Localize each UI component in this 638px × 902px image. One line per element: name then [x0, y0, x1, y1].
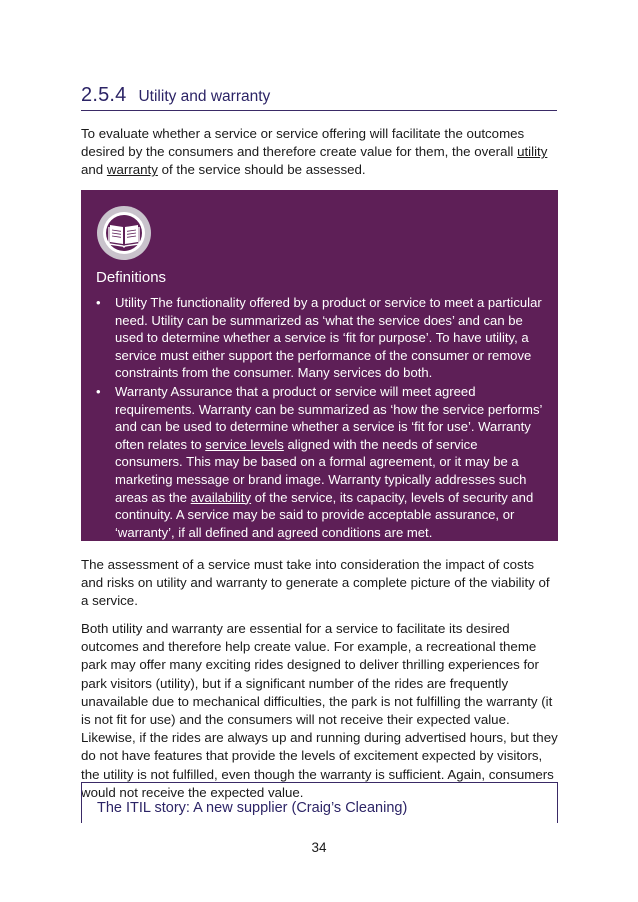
- definitions-box: [81, 190, 558, 541]
- definition-warranty: [94, 383, 544, 541]
- definition-warranty-text-2: aligned with the needs of service consumers. This may be based on a formal agreement, or it may be a marketing message or brand image. Warranty typically addresses such areas as the: [115, 436, 527, 505]
- assessment-paragraph: The assessment of a service must take into consideration the impact of costs and risks on utility and warranty to generate a complete picture of the viability of a service.: [81, 557, 550, 609]
- service-levels-link[interactable]: service levels: [205, 436, 284, 452]
- itil-story-title: The ITIL story: A new supplier (Craig’s Cleaning): [97, 800, 408, 816]
- definitions-title: Definitions: [96, 269, 167, 286]
- section-heading: [81, 84, 557, 111]
- warranty-link[interactable]: warranty: [106, 162, 158, 178]
- open-book-icon: [96, 205, 152, 261]
- definition-warranty-text-1: Warranty Assurance that a product or service will meet agreed requirements. Warranty can be summarized as ‘how the service performs’ and can be used to determine whether a service is ‘fit for use’. Warranty often relates to: [115, 383, 542, 452]
- definition-utility-text: Utility The functionality offered by a product or service to meet a particular need. Utility can be summarized as ‘what the service does’ and can be used to determine whether a service is ‘fit for purpose’. To have utility, a service must either support the performance of the consumer or remove constraints from the consumer. Many services do both.: [115, 295, 542, 381]
- theme-park-paragraph: Both utility and warranty are essential for a service to facilitate its desired outcomes and therefore help create value. For example, a recreational theme park may offer many exciting rides designed to deliver thrilling experiences for park visitors (utility), but if a significant number of the rides are frequently unavailable due to mechanical difficulties, the park is not fulfilling the warranty (it is not fit for use) and the consumers will not receive their expected value. Likewise, if the rides are always up and running during advertised hours, but they do not have features that provide the levels of excitement expected by visitors, the utility is not fulfilled, even though the warranty is sufficient. Again, consumers would not receive the expected value.: [81, 621, 558, 800]
- intro-text-3: of the service should be assessed.: [157, 162, 366, 178]
- definitions-list: [94, 294, 544, 542]
- definition-utility: [94, 294, 544, 382]
- section-title: Utility and warranty: [138, 88, 271, 105]
- itil-story-box: [81, 782, 558, 823]
- intro-text-1: To evaluate whether a service or service offering will facilitate the outcomes desired by the consumers and therefore create value for them, the overall: [81, 126, 525, 160]
- utility-link[interactable]: utility: [517, 144, 548, 160]
- intro-paragraph: [81, 125, 559, 180]
- page-number: 34: [311, 840, 327, 855]
- availability-link[interactable]: availability: [190, 489, 252, 505]
- section-number: 2.5.4: [81, 84, 127, 106]
- bullet: •: [96, 383, 101, 399]
- definition-warranty-text-3: of the service, its capacity, levels of security and continuity. A service may be said to provide acceptable assurance, or ‘warranty’, if all defined and agreed conditions are met.: [115, 489, 534, 540]
- intro-text-2: and: [81, 162, 107, 178]
- bullet: •: [96, 295, 101, 310]
